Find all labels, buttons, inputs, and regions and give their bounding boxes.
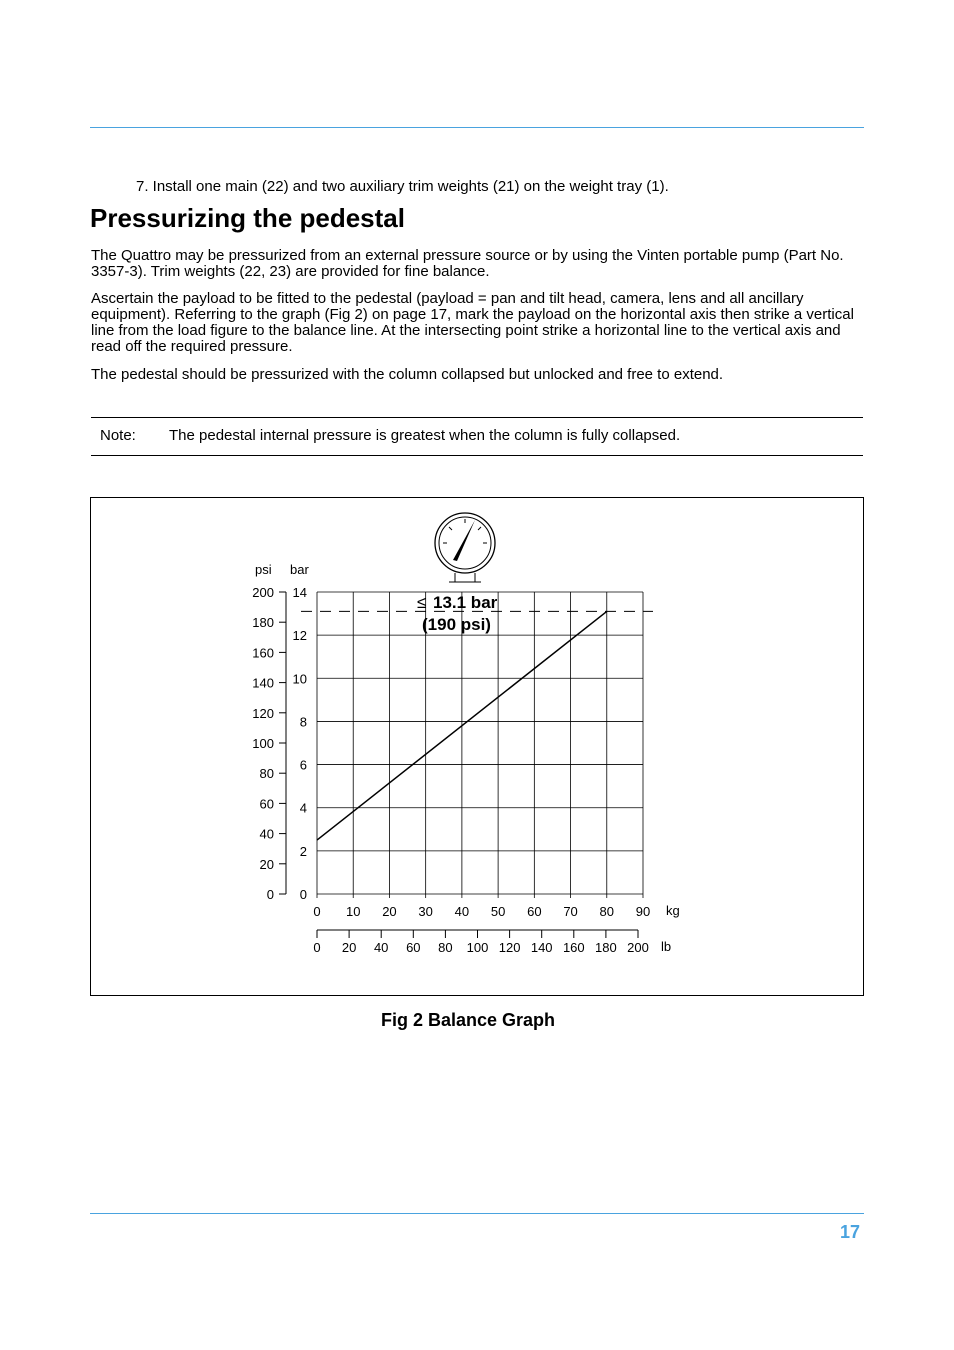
tick-label-psi-140: 140 — [252, 675, 274, 691]
figure-caption: Fig 2 Balance Graph — [381, 1010, 556, 1030]
annotation-line-1: 13.1 bar — [433, 593, 498, 612]
tick-label-psi-20: 20 — [259, 856, 274, 872]
tick-label-lb-40: 40 — [373, 940, 389, 955]
tick-label-kg-40: 40 — [454, 904, 470, 919]
tick-label-psi-200: 200 — [252, 585, 274, 600]
tick-label-kg-90: 90 — [635, 904, 651, 919]
tick-label-bar-0: 0 — [299, 887, 307, 902]
paragraph-1: The Quattro may be pressurized from an external pressure source or by using the Vinten portable pump (Part No. 3357-3). Trim weights (22, 23) are provided for fine balance. — [91, 247, 844, 280]
annotation-symbol: ≤ — [417, 593, 427, 612]
lb-unit-label: lb — [661, 939, 672, 954]
balance-graph-figure — [90, 497, 864, 996]
tick-label-bar-10: 10 — [292, 671, 307, 687]
note-text: The pedestal internal pressure is greatest when the column is fully collapsed. — [169, 427, 681, 444]
paragraph-3: The pedestal should be pressurized with the column collapsed but unlocked and free to extend. — [91, 366, 724, 383]
tick-label-lb-180: 180 — [595, 940, 617, 955]
tick-label-lb-120: 120 — [498, 940, 521, 955]
tick-label-lb-80: 80 — [438, 940, 453, 955]
tick-label-psi-40: 40 — [259, 826, 274, 842]
bottom-rule — [90, 1213, 864, 1214]
balance-graph-chart — [91, 498, 863, 995]
tick-label-kg-70: 70 — [563, 904, 578, 919]
tick-label-bar-8: 8 — [299, 714, 307, 730]
section-heading: Pressurizing the pedestal — [90, 203, 405, 233]
tick-label-bar-2: 2 — [299, 843, 307, 859]
page-number: 17 — [840, 1222, 861, 1242]
top-rule — [90, 127, 864, 128]
tick-label-psi-0: 0 — [266, 887, 274, 902]
tick-label-lb-160: 160 — [562, 940, 585, 955]
tick-label-bar-14: 14 — [292, 585, 307, 600]
paragraph-2: Ascertain the payload to be fitted to the pedestal (payload = pan and tilt head, camera, lens and all ancillary equipment). Referring to the graph (Fig 2) on page 17, mark the payload on the horizontal axis then strike a vertical line from the load figure to the balance line. At the intersecting point strike a horizontal line to the vertical axis and read off the required pressure. — [91, 290, 854, 355]
tick-label-kg-0: 0 — [313, 904, 321, 919]
tick-label-kg-50: 50 — [490, 904, 506, 919]
tick-label-lb-200: 200 — [627, 940, 649, 955]
note-box — [91, 417, 863, 456]
tick-label-kg-20: 20 — [382, 904, 397, 919]
tick-label-kg-60: 60 — [527, 904, 542, 919]
tick-label-kg-80: 80 — [599, 904, 615, 919]
tick-label-bar-4: 4 — [299, 800, 307, 816]
pressure-gauge-icon — [435, 513, 495, 582]
tick-label-kg-10: 10 — [345, 904, 361, 919]
tick-label-lb-0: 0 — [313, 940, 321, 955]
tick-label-psi-180: 180 — [252, 615, 274, 631]
note-label: Note: — [100, 427, 136, 444]
tick-label-psi-120: 120 — [252, 705, 274, 721]
tick-label-psi-60: 60 — [259, 796, 274, 812]
tick-label-lb-20: 20 — [341, 940, 357, 955]
kg-unit-label: kg — [666, 903, 680, 918]
annotation-line-2: (190 psi) — [422, 615, 491, 634]
tick-label-psi-80: 80 — [259, 766, 274, 782]
tick-label-psi-100: 100 — [252, 736, 274, 751]
psi-unit-label: psi — [255, 562, 272, 577]
bar-unit-label: bar — [290, 562, 309, 577]
tick-label-lb-100: 100 — [466, 940, 489, 955]
step-7-text: 7. Install one main (22) and two auxiliary trim weights (21) on the weight tray (1). — [136, 178, 669, 195]
tick-label-bar-6: 6 — [299, 757, 307, 773]
tick-label-lb-140: 140 — [530, 940, 553, 955]
tick-label-kg-30: 30 — [418, 904, 433, 919]
tick-label-psi-160: 160 — [252, 645, 274, 661]
tick-label-bar-12: 12 — [292, 628, 307, 644]
tick-label-lb-60: 60 — [406, 940, 421, 955]
